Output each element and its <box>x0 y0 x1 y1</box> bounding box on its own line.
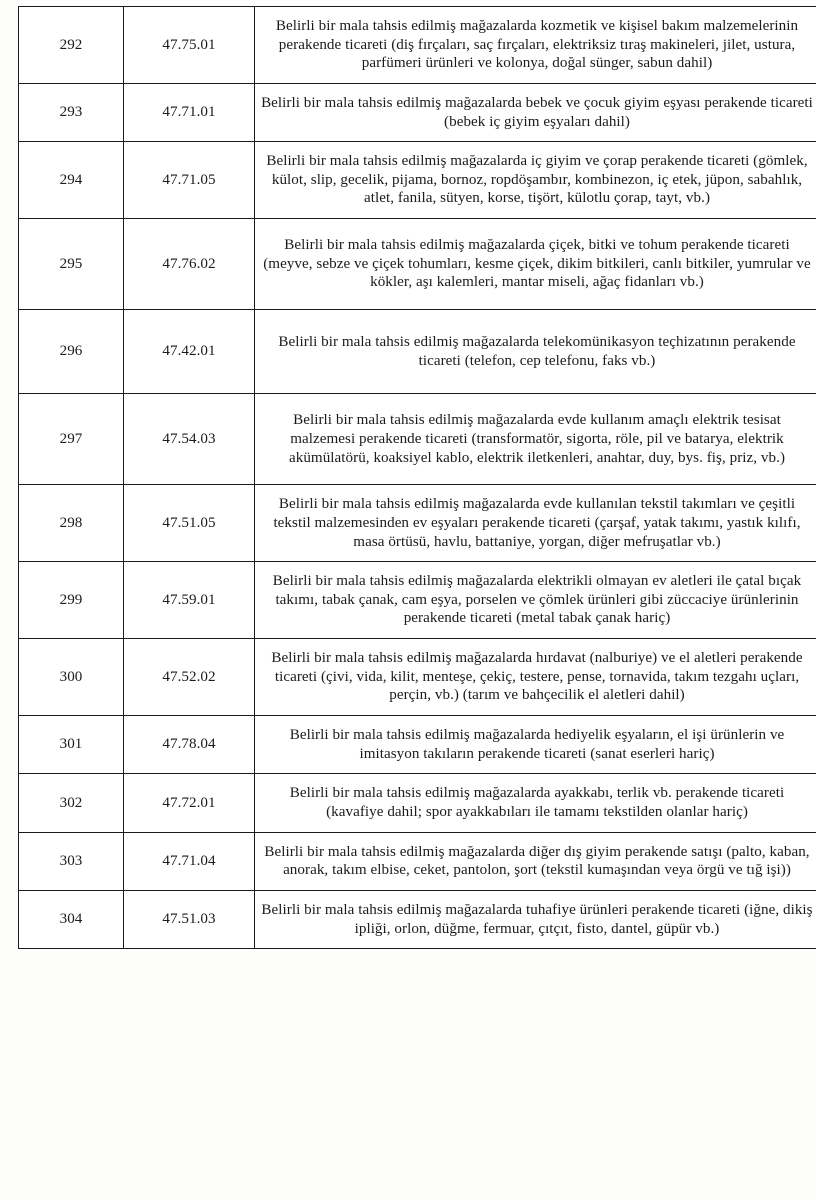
row-number-cell: 302 <box>19 774 124 832</box>
table-row <box>19 639 816 716</box>
row-number-cell: 298 <box>19 485 124 562</box>
description-cell: Belirli bir mala tahsis edilmiş mağazalarda ayakkabı, terlik vb. perakende ticareti (kavafiye dahil; spor ayakkabıları ile tamamı tekstilden olanlar hariç) <box>255 774 816 832</box>
table-row <box>19 394 816 485</box>
nace-code-cell: 47.78.04 <box>124 716 255 774</box>
nace-code-cell: 47.71.04 <box>124 832 255 890</box>
table-row <box>19 219 816 310</box>
table-row <box>19 890 816 948</box>
row-number-cell: 301 <box>19 716 124 774</box>
nace-code-cell: 47.52.02 <box>124 639 255 716</box>
description-cell: Belirli bir mala tahsis edilmiş mağazalarda hırdavat (nalburiye) ve el aletleri perakende ticareti (çivi, vida, kilit, menteşe, çekiç, testere, pense, tornavida, takım tezgahı uçları, perçin, vb.) (tarım ve bahçecilik el aletleri dahil) <box>255 639 816 716</box>
table-row <box>19 716 816 774</box>
description-cell: Belirli bir mala tahsis edilmiş mağazalarda evde kullanılan tekstil takımları ve çeşitli tekstil malzemesinden ev eşyaları perakende ticareti (çarşaf, yatak takımı, yastık kılıfı, masa örtüsü, havlu, battaniye, yorgan, diğer mefruşatlar vb.) <box>255 485 816 562</box>
nace-code-cell: 47.42.01 <box>124 310 255 394</box>
description-cell: Belirli bir mala tahsis edilmiş mağazalarda bebek ve çocuk giyim eşyası perakende ticareti (bebek iç giyim eşyaları dahil) <box>255 83 816 141</box>
description-cell: Belirli bir mala tahsis edilmiş mağazalarda evde kullanım amaçlı elektrik tesisat malzemesi perakende ticareti (transformatör, sigorta, röle, pil ve batarya, elektrik akümülatörü, koaksiyel kablo, elektrik iletkenleri, anahtar, duy, bys. fiş, priz, vb.) <box>255 394 816 485</box>
nace-code-cell: 47.71.01 <box>124 83 255 141</box>
description-cell: Belirli bir mala tahsis edilmiş mağazalarda tuhafiye ürünleri perakende ticareti (iğne, dikiş ipliği, orlon, düğme, fermuar, çıtçıt, fisto, dantel, güpür vb.) <box>255 890 816 948</box>
table-row <box>19 485 816 562</box>
table-body <box>19 7 816 949</box>
row-number-cell: 292 <box>19 7 124 84</box>
description-cell: Belirli bir mala tahsis edilmiş mağazalarda diğer dış giyim perakende satışı (palto, kaban, anorak, takım elbise, ceket, pantolon, şort (tekstil kumaşından veya örgü ve tığ işi)) <box>255 832 816 890</box>
table-row <box>19 7 816 84</box>
description-cell: Belirli bir mala tahsis edilmiş mağazalarda kozmetik ve kişisel bakım malzemelerinin perakende ticareti (diş fırçaları, saç fırçaları, elektriksiz tıraş makineleri, jilet, ustura, parfümeri ürünleri ve kolonya, doğal sünger, sabun dahil) <box>255 7 816 84</box>
row-number-cell: 299 <box>19 562 124 639</box>
row-number-cell: 294 <box>19 142 124 219</box>
nace-code-cell: 47.75.01 <box>124 7 255 84</box>
row-number-cell: 293 <box>19 83 124 141</box>
row-number-cell: 303 <box>19 832 124 890</box>
nace-code-cell: 47.51.03 <box>124 890 255 948</box>
nace-code-table <box>18 6 816 949</box>
description-cell: Belirli bir mala tahsis edilmiş mağazalarda iç giyim ve çorap perakende ticareti (gömlek, külot, slip, gecelik, pijama, bornoz, ropdöşambır, kombinezon, iç etek, jüpon, sabahlık, atlet, fanila, sütyen, korse, tişört, külotlu çorap, tayt, vb.) <box>255 142 816 219</box>
description-cell: Belirli bir mala tahsis edilmiş mağazalarda çiçek, bitki ve tohum perakende ticareti (meyve, sebze ve çiçek tohumları, kesme çiçek, dikim bitkileri, canlı bitkiler, yumrular ve kökler, aşı kalemleri, mantar miseli, ağaç fidanları vb.) <box>255 219 816 310</box>
table-row <box>19 142 816 219</box>
nace-code-cell: 47.59.01 <box>124 562 255 639</box>
row-number-cell: 300 <box>19 639 124 716</box>
nace-code-cell: 47.54.03 <box>124 394 255 485</box>
row-number-cell: 297 <box>19 394 124 485</box>
row-number-cell: 304 <box>19 890 124 948</box>
table-row <box>19 562 816 639</box>
nace-code-cell: 47.71.05 <box>124 142 255 219</box>
nace-code-cell: 47.72.01 <box>124 774 255 832</box>
table-row <box>19 832 816 890</box>
table-row <box>19 83 816 141</box>
nace-code-cell: 47.51.05 <box>124 485 255 562</box>
table-row <box>19 774 816 832</box>
description-cell: Belirli bir mala tahsis edilmiş mağazalarda telekomünikasyon teçhizatının perakende ticareti (telefon, cep telefonu, faks vb.) <box>255 310 816 394</box>
row-number-cell: 296 <box>19 310 124 394</box>
description-cell: Belirli bir mala tahsis edilmiş mağazalarda elektrikli olmayan ev aletleri ile çatal bıçak takımı, tabak çanak, cam eşya, porselen ve çömlek ürünleri gibi züccaciye ürünlerinin perakende ticareti (metal tabak çanak hariç) <box>255 562 816 639</box>
table-row <box>19 310 816 394</box>
nace-code-cell: 47.76.02 <box>124 219 255 310</box>
row-number-cell: 295 <box>19 219 124 310</box>
description-cell: Belirli bir mala tahsis edilmiş mağazalarda hediyelik eşyaların, el işi ürünlerin ve imitasyon takıların perakende ticareti (sanat eserleri hariç) <box>255 716 816 774</box>
